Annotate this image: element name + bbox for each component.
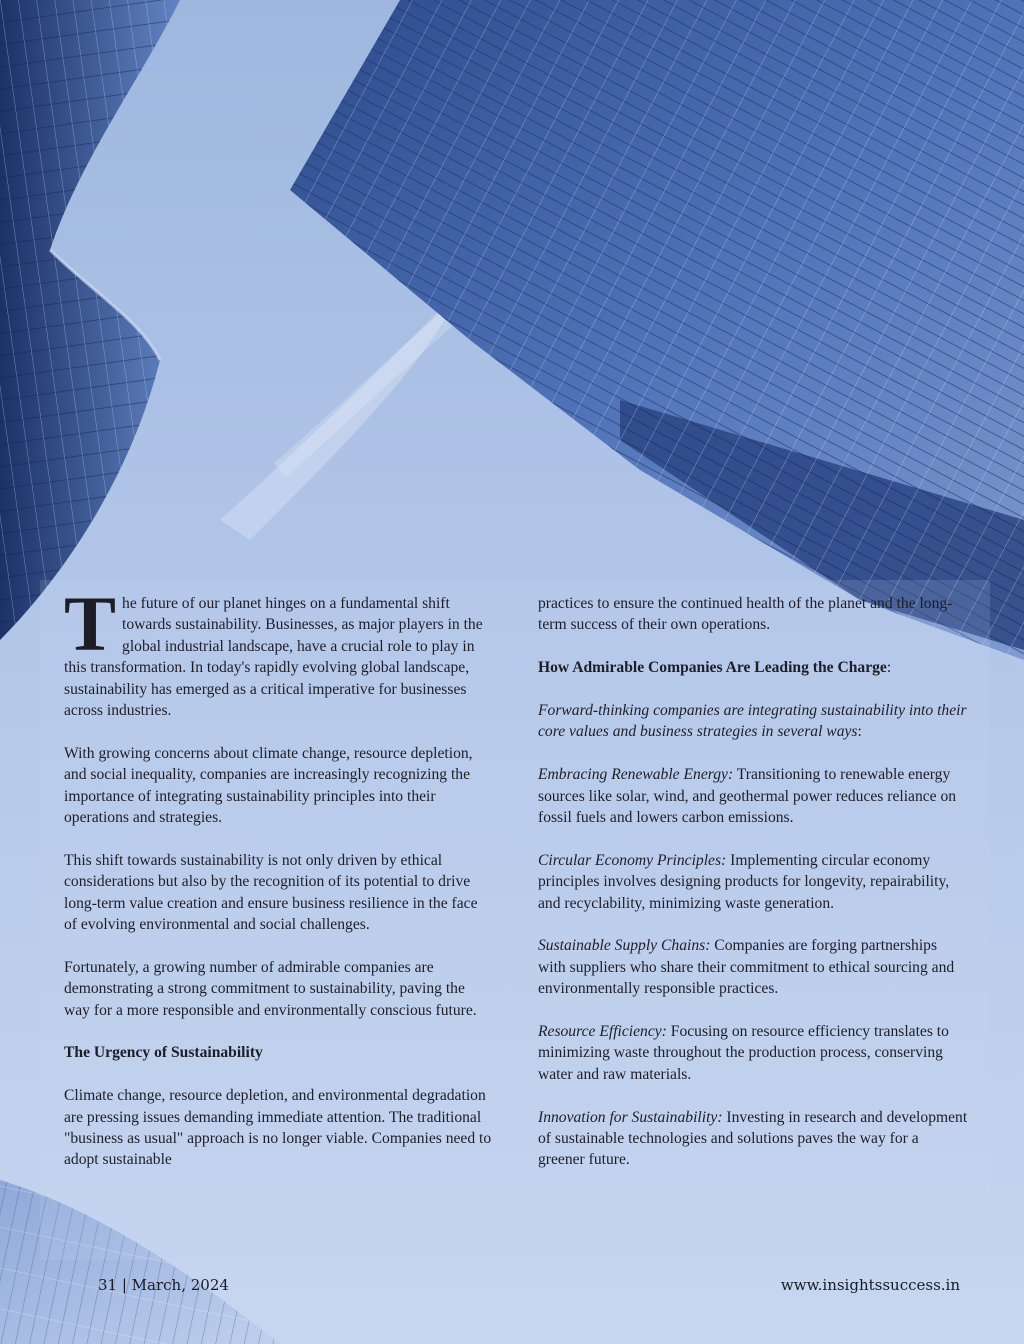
italic-intro-suffix: :	[857, 723, 862, 741]
item-term: Circular Economy Principles:	[538, 851, 727, 869]
list-item	[538, 850, 968, 914]
right-column	[538, 593, 968, 1192]
item-text: Implementing circular economy principles involves designing products for longevity, repairability, and recyclability, minimizing waste generation.	[538, 851, 950, 912]
section-heading-leading-charge	[538, 657, 968, 678]
continuation-paragraph: practices to ensure the continued health of the planet and the long-term success of their own operations.	[538, 595, 953, 634]
item-text: Focusing on resource efficiency translates to minimizing waste throughout the production process, conserving water and raw materials.	[538, 1023, 949, 1083]
italic-intro	[538, 700, 968, 743]
list-item	[538, 935, 968, 999]
item-text: Transitioning to renewable energy sources like solar, wind, and geothermal power reduces reliance on fossil fuels and lowers carbon emissions.	[538, 766, 957, 827]
item-text: Companies are forging partnerships with suppliers who share their commitment to ethical sourcing and environmentally responsible practices.	[538, 937, 955, 998]
body-paragraph: Climate change, resource depletion, and environmental degradation are pressing issues demanding immediate attention. The traditional "business as usual" approach is no longer viable. Companies need to adopt sustainable	[64, 1087, 492, 1169]
item-text: Investing in research and development of sustainable technologies and solutions paves the way for a greener future.	[538, 1108, 968, 1169]
body-paragraph: Fortunately, a growing number of admirable companies are demonstrating a strong commitment to sustainability, paving the way for a more responsible and environmentally conscious future.	[64, 958, 477, 1019]
item-term: Innovation for Sustainability:	[538, 1108, 723, 1126]
heading-suffix: :	[886, 659, 892, 677]
item-term: Resource Efficiency:	[538, 1023, 667, 1041]
intro-text: he future of our planet hinges on a fundamental shift towards sustainability. Businesses, as major players in the global industrial landscape, have a crucial role to play in this transformation. In today's rapidly evolving global landscape, sustainability has emerged as a critical imperative for businesses across industries.	[64, 595, 483, 720]
section-heading-urgency: The Urgency of Sustainability	[64, 1044, 263, 1062]
item-term: Sustainable Supply Chains:	[538, 937, 711, 955]
intro-paragraph	[64, 580, 492, 721]
body-paragraph: With growing concerns about climate change, resource depletion, and social inequality, companies are increasingly recognizing the importance of integrating sustainability principles into their operations and strategies.	[64, 744, 473, 827]
drop-cap: T	[64, 580, 117, 667]
left-column	[64, 580, 492, 1192]
page-number-date: 31 | March, 2024	[98, 1276, 229, 1294]
italic-intro-text: Forward-thinking companies are integrating sustainability into their core values and business strategies in several ways	[538, 702, 967, 741]
website-url: www.insightssuccess.in	[780, 1276, 960, 1294]
item-term: Embracing Renewable Energy:	[538, 766, 734, 784]
body-paragraph: This shift towards sustainability is not only driven by ethical considerations but also by the recognition of its potential to drive long-term value creation and ensure business resilience in the face of evolving environmental and social challenges.	[64, 851, 478, 934]
list-item	[538, 1021, 968, 1085]
list-item	[538, 764, 968, 828]
heading-text: How Admirable Companies Are Leading the Charge	[538, 659, 887, 677]
list-item	[538, 1107, 968, 1171]
